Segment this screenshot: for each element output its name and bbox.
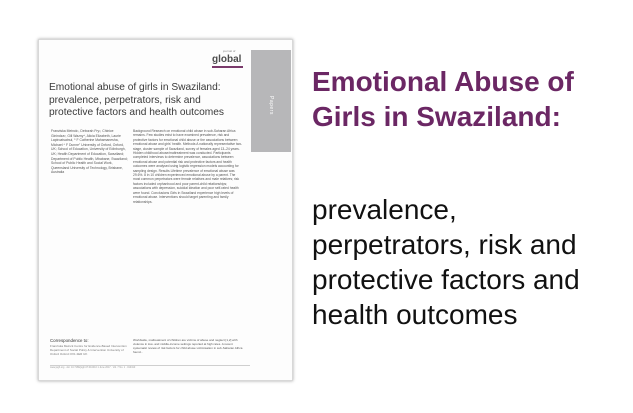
correspondence-label: Correspondence to: (50, 338, 89, 343)
journal-footer: www.jogh.org · doi: 10.7189/jogh.07.010410 1 June 2017 · Vol. 7 No. 1 · 010410 (50, 366, 136, 369)
main-subtitle: prevalence, perpetrators, risk and protective factors and health outcomes (312, 194, 580, 330)
journal-logo: global (212, 54, 242, 65)
article-abstract: Background Research on emotional child abuse in sub-Saharan Africa remains. Few studies exist to have examined prevalence, risk and protective factors for emotional child abuse or the associations between emotional abuse and girls' health. Methods A nationally representative two-stage, cluster sample of Swaziland, survey of females aged 13–24 years. Hidden childhood abuse/maltreatment was conducted. Participants completed interviews to determine prevalence, associations between emotional abuse and potential risk and protective factors and health outcomes were analysed using logistic regression models accounting for sampling design. Results Lifetime prevalence of emotional abuse was 29.6%. 8 in 10 children experienced emotional abuse by a parent. The most common perpetrators were female relatives and male relatives; risk factors included orphanhood and poor parent-child relationships; associations with depression, suicidal ideation and poor self-rated health were found. Conclusions Girls in Swaziland experience high levels of emotional abuse. Interventions should target parenting and family relationships. (133, 129, 243, 204)
article-body-text: Worldwide, maltreatment of children are victims of abuse and neglect [1,2] with violence in low- and middle-income settings reported at high rates. A recent systematic review of risk factors for child abuse victimisation in sub-Saharan Africa found... (133, 338, 243, 354)
journal-logo-prefix: journal of (223, 49, 236, 53)
article-authors: Franziska Meinck¹, Deborah Fry², Chinice Ginindza³, Gill Wazny⁴, Alicia Elizabeth, Laurie Lapiroatsatnul, ⁵ F Catherine Mahamanesha, Michael ⁶ F Dunne⁷ University of Oxford, Oxford, UK; School of Education, University of Edinburgh, UK; Health Department of Education, Swaziland; Department of Public Health, Mbabane, Swaziland; School of Public Health and Social Work, Queensland University of Technology, Brisbane, Australia (51, 129, 128, 175)
section-tab-label: Papers (268, 96, 274, 115)
correspondence-address: Franziska Meinck Centre for Evidence-Based Intervention Department of Social Policy & Intervention University of Oxford Oxford OX1 2ER UK (50, 344, 127, 356)
main-title: Emotional Abuse of Girls in Swaziland: (312, 66, 574, 132)
journal-logo-underline (212, 66, 243, 68)
article-title: Emotional abuse of girls in Swaziland: prevalence, perpetrators, risk and protective factors and health outcomes (49, 82, 224, 119)
